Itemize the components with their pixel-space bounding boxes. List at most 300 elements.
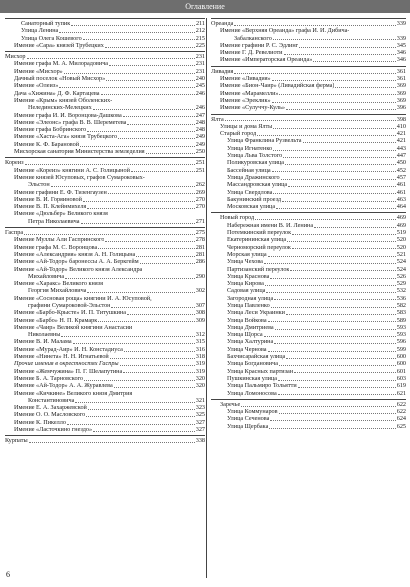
toc-page-number: 469: [396, 214, 406, 222]
dot-leader: [292, 234, 396, 235]
toc-entry: [5, 382, 205, 389]
toc-entry-title: Пушкинская улица: [227, 374, 278, 382]
toc-entry-title: Морская улица: [227, 250, 267, 258]
toc-page-number: 452: [396, 166, 406, 174]
toc-entry-title: Черноморский переулок: [227, 243, 291, 251]
toc-entry-title: Имение графини Р. С. Эдлинг: [220, 41, 299, 49]
toc-entry-title: Имение «Элеонс» графа В. В. Шереметева: [14, 118, 127, 126]
toc-page-number: 231: [195, 53, 205, 61]
dot-leader: [268, 351, 396, 352]
dot-leader: [270, 278, 395, 279]
toc-entry: [5, 317, 205, 324]
toc-entry: [5, 360, 205, 367]
toc-entry-title: Улица Ленина: [21, 27, 59, 35]
toc-entry: [211, 382, 406, 389]
dot-leader: [271, 307, 396, 308]
toc-entry: [5, 60, 205, 67]
dot-leader: [98, 248, 194, 249]
toc-page-number: 529: [396, 280, 406, 288]
toc-page-number: 421: [396, 130, 406, 138]
toc-entry: [211, 130, 406, 137]
toc-page-number: 309: [195, 316, 205, 324]
dot-leader: [290, 270, 395, 271]
toc-entry-title: Ливадия: [211, 67, 234, 75]
toc-entry-title: Заречье: [220, 400, 241, 408]
toc-entry-title: Улица Красных партизан: [227, 367, 294, 375]
toc-entry-title: Садовая улица: [227, 287, 266, 295]
toc-entry: [211, 408, 406, 415]
toc-entry-title: Имение «Ай-Тодор» баронессы А. А. Беркгейм: [14, 258, 139, 266]
toc-entry: [5, 82, 205, 89]
toc-entry: [211, 189, 406, 196]
toc-section: [5, 157, 205, 225]
toc-entry: [5, 68, 205, 75]
toc-page-number: 464: [396, 203, 406, 211]
dot-leader: [131, 171, 195, 172]
toc-page-number: 339: [396, 20, 406, 27]
toc-entry-title: Поликуровская улица: [227, 159, 285, 167]
toc-page-number: 246: [195, 104, 205, 112]
toc-heading: [5, 437, 205, 444]
toc-entry: [211, 423, 406, 430]
toc-page-number: 622: [396, 408, 406, 416]
toc-entry: [5, 218, 205, 225]
dot-leader: [110, 358, 195, 359]
toc-entry: [5, 104, 205, 111]
dot-leader: [124, 351, 195, 352]
toc-entry-title: Имение «Мурад-Аир» И. Н. Констадиуса: [14, 345, 123, 353]
toc-page-number: 302: [195, 287, 205, 295]
toc-entry: [5, 174, 205, 181]
dot-leader: [276, 208, 396, 209]
toc-entry: [5, 390, 205, 397]
toc-entry-title: Улица Щербака: [227, 422, 269, 430]
dot-leader: [285, 164, 396, 165]
toc-entry: [5, 148, 205, 155]
toc-entry: [5, 20, 205, 27]
toc-page-number: 361: [396, 75, 406, 83]
dot-leader: [88, 409, 195, 410]
toc-entry-title: Имение «Барбо-Крысте» И. П. Титушкина: [14, 309, 126, 317]
toc-entry-title: Имение «Ласточкино гнездо»: [14, 426, 93, 434]
dot-leader: [75, 402, 194, 403]
dot-leader: [284, 54, 396, 55]
toc-page-number: 251: [195, 166, 205, 174]
dot-leader: [136, 256, 194, 257]
toc-entry: [5, 280, 205, 287]
toc-entry-title: Улица Чехова: [227, 258, 263, 266]
toc-page-number: 248: [195, 126, 205, 134]
toc-page-number: 583: [396, 309, 406, 317]
dot-leader: [127, 124, 194, 125]
toc-page-number: 603: [396, 374, 406, 382]
toc-page-number: 247: [195, 111, 205, 119]
toc-entry-title: Улица Павленко: [227, 301, 270, 309]
dot-leader: [279, 413, 396, 414]
toc-page-number: 278: [195, 236, 205, 244]
toc-page-number: 345: [396, 41, 406, 49]
toc-heading: [211, 116, 406, 123]
toc-entry-title: Гаспра: [5, 229, 24, 237]
toc-page-number: 398: [396, 115, 406, 123]
dot-leader: [123, 116, 195, 117]
toc-entry: [211, 273, 406, 280]
dot-leader: [282, 201, 396, 202]
dot-leader: [81, 223, 195, 224]
dot-leader: [101, 94, 195, 95]
dot-leader: [87, 131, 194, 132]
dot-leader: [286, 109, 396, 110]
toc-entry-title: Имение «Нинета» Н. Н. Игнатьевой: [14, 353, 109, 361]
toc-entry: [211, 145, 406, 152]
toc-entry: [211, 287, 406, 294]
toc-page-number: 275: [195, 229, 205, 237]
dot-leader: [140, 263, 195, 264]
toc-entry-title: Улица Краснова: [227, 272, 270, 280]
toc-entry: [5, 75, 205, 82]
toc-entry-title: Улица Игнатенко: [227, 144, 273, 152]
toc-entry: [211, 353, 406, 360]
toc-entry-title: Николаевны: [28, 331, 61, 339]
dot-leader: [265, 285, 396, 286]
toc-entry-title: Имение «Ай-Тодор» А. А. Журавлева: [14, 382, 113, 390]
toc-entry-title: Улица Войкова: [227, 316, 267, 324]
toc-entry: [5, 167, 205, 174]
toc-page-number: 369: [396, 89, 406, 97]
toc-page-number: 601: [396, 367, 406, 375]
toc-entry-title: Старый город: [220, 130, 257, 138]
toc-page-number: 524: [396, 258, 406, 266]
toc-entry: [211, 309, 406, 316]
toc-page-number: 346: [396, 49, 406, 57]
toc-entry-title: Забалканского: [234, 34, 272, 42]
toc-entry: [211, 360, 406, 367]
toc-entry-title: Загородная улица: [227, 294, 274, 302]
toc-section: [5, 18, 205, 49]
dot-leader: [118, 138, 195, 139]
toc-entry: [5, 27, 205, 34]
dot-leader: [29, 442, 195, 443]
dot-leader: [93, 109, 195, 110]
toc-page-number: 410: [396, 122, 406, 130]
dot-leader: [269, 428, 395, 429]
toc-entry: [211, 75, 406, 82]
toc-entry-title: Дачный поселок «Новый Мисхор»: [14, 75, 106, 83]
toc-entry: [5, 324, 205, 331]
toc-column-right: [211, 18, 406, 430]
toc-entry: [5, 353, 205, 360]
toc-page-number: 443: [396, 144, 406, 152]
toc-entry: [211, 214, 406, 221]
dot-leader: [51, 186, 195, 187]
dot-leader: [281, 179, 396, 180]
toc-page-number: 319: [195, 360, 205, 368]
toc-entry: [211, 97, 406, 104]
toc-entry-title: Имение «Бион-Чаир» (Ливадийская ферма): [220, 82, 335, 90]
toc-page-number: 621: [396, 389, 406, 397]
toc-entry: [5, 119, 205, 126]
dot-leader: [98, 321, 194, 322]
toc-entry: [5, 368, 205, 375]
toc-entry: [5, 181, 205, 188]
toc-page-number: 251: [195, 159, 205, 167]
toc-page-number: 250: [195, 148, 205, 156]
dot-leader: [299, 47, 395, 48]
toc-entry: [211, 401, 406, 408]
toc-page-number: 521: [396, 250, 406, 258]
dot-leader: [24, 234, 195, 235]
dot-leader: [292, 248, 396, 249]
toc-page-number: 225: [195, 41, 205, 49]
toc-entry: [5, 295, 205, 302]
page-number: 6: [6, 570, 10, 579]
toc-section: [211, 18, 406, 64]
toc-entry-title: Бахчисарайская улица: [227, 353, 286, 361]
dot-leader: [287, 241, 396, 242]
toc-entry: [211, 137, 406, 144]
dot-leader: [266, 292, 395, 293]
toc-entry: [211, 104, 406, 111]
toc-entry-title: Имение «Жемчужина» П. Г. Шелапутина: [14, 367, 123, 375]
toc-entry-title: Улица Ломоносова: [227, 389, 277, 397]
toc-page-number: 286: [195, 258, 205, 266]
toc-entry: [211, 159, 406, 166]
dot-leader: [83, 201, 195, 202]
toc-page-number: 461: [396, 188, 406, 196]
toc-page-number: 211: [195, 20, 205, 27]
toc-entry: [211, 324, 406, 331]
toc-entry-title: Имение Б. А. Тарновского: [14, 374, 84, 382]
toc-entry: [5, 90, 205, 97]
toc-page-number: 320: [195, 382, 205, 390]
toc-entry: [211, 27, 406, 34]
toc-entry: [211, 35, 406, 42]
toc-page-number: 281: [195, 250, 205, 258]
toc-entry: [5, 236, 205, 243]
toc-page-number: 312: [195, 331, 205, 339]
dot-leader: [298, 387, 396, 388]
toc-entry-title: Имение В. И. Малама: [14, 338, 72, 346]
toc-heading: [211, 20, 406, 27]
toc-entry-title: Имение графа М. А. Милорадовича: [14, 60, 109, 68]
toc-page-number: 461: [396, 181, 406, 189]
dot-leader: [268, 321, 396, 322]
dot-leader: [73, 343, 195, 344]
toc-entry-title: Новый город: [220, 214, 255, 222]
toc-entry: [5, 133, 205, 140]
dot-leader: [274, 299, 396, 300]
dot-leader: [234, 73, 395, 74]
toc-entry-title: Прочие имения в окрестностях Гаспры: [14, 360, 119, 368]
toc-entry: [5, 35, 205, 42]
toc-entry: [211, 390, 406, 397]
toc-entry-title: Имение «Марамелли»: [220, 89, 279, 97]
toc-entry-title: Имение «Сулуччу-Куль»: [220, 104, 285, 112]
toc-entry: [211, 295, 406, 302]
toc-page-number: 532: [396, 287, 406, 295]
toc-entry-title: Улица Леси Украинки: [227, 309, 285, 317]
toc-entry: [5, 338, 205, 345]
toc-section: [211, 212, 406, 396]
toc-heading: [5, 229, 205, 236]
toc-entry: [211, 90, 406, 97]
toc-entry-title: Имение «Ливадия»: [220, 75, 271, 83]
dot-leader: [86, 416, 194, 417]
toc-page-number: 469: [396, 221, 406, 229]
toc-entry-title: Улица Дмитриева: [227, 323, 274, 331]
toc-entry: [5, 112, 205, 119]
toc-section: [5, 227, 205, 433]
toc-page-number: 421: [396, 137, 406, 145]
toc-entry: [5, 258, 205, 265]
toc-entry: [211, 415, 406, 422]
dot-leader: [279, 94, 395, 95]
toc-entry: [211, 203, 406, 210]
toc-entry-title: Михайловича: [28, 272, 65, 280]
dot-leader: [264, 336, 396, 337]
dot-leader: [108, 193, 195, 194]
toc-entry-title: Имение «Эреклик»: [220, 96, 271, 104]
toc-page-number: 316: [195, 345, 205, 353]
toc-page-number: 262: [195, 181, 205, 189]
toc-entry: [211, 317, 406, 324]
toc-entry-title: Улица Олега Кошевого: [21, 34, 82, 42]
toc-entry: [5, 244, 205, 251]
dot-leader: [120, 365, 195, 366]
toc-page-number: 270: [195, 195, 205, 203]
dot-leader: [286, 314, 396, 315]
toc-column-left: [5, 18, 205, 445]
dot-leader: [255, 219, 396, 220]
toc-page-number: 526: [396, 272, 406, 280]
toc-entry: [211, 331, 406, 338]
toc-entry-title: Имение «Хаста-Ага» князя Трубецкого: [14, 133, 118, 141]
toc-entry-title: Имение графини Е. Ф. Тизенгаузен: [14, 188, 107, 196]
toc-entry-title: Улица Льва Толстого: [227, 152, 283, 160]
toc-page-number: 321: [195, 396, 205, 404]
toc-entry-title: Имение «Ай-Тодор» Великого князя Александра: [14, 265, 143, 273]
toc-entry: [5, 375, 205, 382]
toc-page-number: 346: [396, 56, 406, 64]
toc-page-number: 290: [195, 272, 205, 280]
dot-leader: [278, 394, 396, 395]
toc-page-number: 599: [396, 345, 406, 353]
toc-entry-title: Константиновича: [28, 396, 75, 404]
toc-page-number: 270: [195, 203, 205, 211]
toc-entry-title: Имение «Александрия» князя А. Н. Голицына: [14, 250, 136, 258]
toc-page-number: 520: [396, 236, 406, 244]
dot-leader: [283, 157, 396, 158]
toc-entry-title: Имение Г. Д. Ревелиоти: [220, 49, 283, 57]
toc-page-number: 536: [396, 294, 406, 302]
toc-entry-title: Бассейная улица: [227, 166, 271, 174]
toc-entry-title: Улица Чернова: [227, 345, 267, 353]
toc-entry-title: Имение К. Пикелло: [14, 418, 66, 426]
dot-leader: [80, 146, 195, 147]
dot-leader: [268, 256, 396, 257]
toc-entry-title: Имение В. И. Горяиновой: [14, 195, 82, 203]
toc-page-number: 281: [195, 243, 205, 251]
toc-entry: [211, 346, 406, 353]
toc-page-number: 325: [195, 411, 205, 419]
toc-entry-title: Петра Николаевича: [28, 217, 80, 225]
toc-entry: [211, 152, 406, 159]
dot-leader: [127, 314, 195, 315]
toc-page-number: 624: [396, 415, 406, 423]
toc-entry-title: Имение «Барбо» Н. П. Крамарк: [14, 316, 98, 324]
dot-leader: [27, 58, 195, 59]
toc-entry-title: Имение «Крым» князей Оболенских-: [14, 96, 113, 104]
toc-entry: [5, 141, 205, 148]
dot-leader: [303, 142, 396, 143]
toc-entry-title: Кореиз: [5, 159, 24, 167]
toc-entry-title: Имение «Верхняя Ореанда» графа И. И. Дибича-: [220, 27, 350, 35]
toc-page-number: 339: [396, 34, 406, 42]
toc-page-number: 369: [396, 96, 406, 104]
toc-entry-title: Ореанда: [211, 20, 234, 27]
toc-entry-title: Георгия Михайловича: [28, 287, 87, 295]
toc-entry-title: Имение «Харакс» Великого князя: [14, 280, 103, 288]
toc-entry-title: Имение Муллы Али Гаспринского: [14, 236, 105, 244]
toc-entry-title: Набережная имени В. И. Ленина: [227, 221, 314, 229]
toc-page-number: 622: [396, 400, 406, 408]
dot-leader: [274, 343, 395, 344]
dot-leader: [273, 39, 396, 40]
toc-entry: [211, 368, 406, 375]
toc-entry: [5, 419, 205, 426]
toc-entry-title: Имение «Чаир» Великой княгини Анастасии: [14, 323, 133, 331]
toc-page-number: 231: [195, 67, 205, 75]
toc-entry: [211, 251, 406, 258]
toc-entry: [211, 229, 406, 236]
toc-entry-title: Имение Е. А. Захаржевской: [14, 404, 87, 412]
toc-entry-title: Имение «Кореиз» княгини А. С. Голицыной: [14, 166, 130, 174]
toc-entry-title: Нелединских-Мелецких: [28, 104, 92, 112]
toc-page-number: 600: [396, 353, 406, 361]
toc-entry: [211, 196, 406, 203]
toc-entry-title: Улица Халтурина: [227, 338, 274, 346]
dot-leader: [313, 61, 395, 62]
dot-leader: [106, 80, 194, 81]
toc-section: [211, 66, 406, 112]
toc-page-number: 625: [396, 422, 406, 430]
toc-entry-title: Мисхор: [5, 53, 26, 61]
toc-entry-title: Улицы и дома Ялты: [220, 122, 273, 130]
dot-leader: [273, 193, 395, 194]
toc-page-number: 215: [195, 34, 205, 42]
toc-page-number: 307: [195, 301, 205, 309]
dot-leader: [272, 171, 396, 172]
toc-entry-title: Имение князей Юсуповых, графов Сумароковых-: [14, 173, 145, 181]
toc-entry: [5, 309, 205, 316]
toc-page-number: 319: [195, 367, 205, 375]
dot-leader: [93, 431, 195, 432]
toc-entry-title: Дача «Хижина» Д. Ф. Картацева: [14, 89, 100, 97]
toc-entry: [211, 49, 406, 56]
toc-entry-title: Екатерининская улица: [227, 236, 287, 244]
toc-entry: [211, 266, 406, 273]
toc-entry-title: Улица Богдановича: [227, 360, 278, 368]
dot-leader: [286, 358, 395, 359]
toc-entry-title: Имение К. Ф. Барановой: [14, 140, 80, 148]
toc-heading: [5, 159, 205, 166]
toc-page-number: 320: [195, 374, 205, 382]
toc-entry: [211, 82, 406, 89]
toc-page-number: 593: [396, 323, 406, 331]
toc-entry: [5, 126, 205, 133]
toc-page-number: 619: [396, 382, 406, 390]
toc-entry: [5, 411, 205, 418]
